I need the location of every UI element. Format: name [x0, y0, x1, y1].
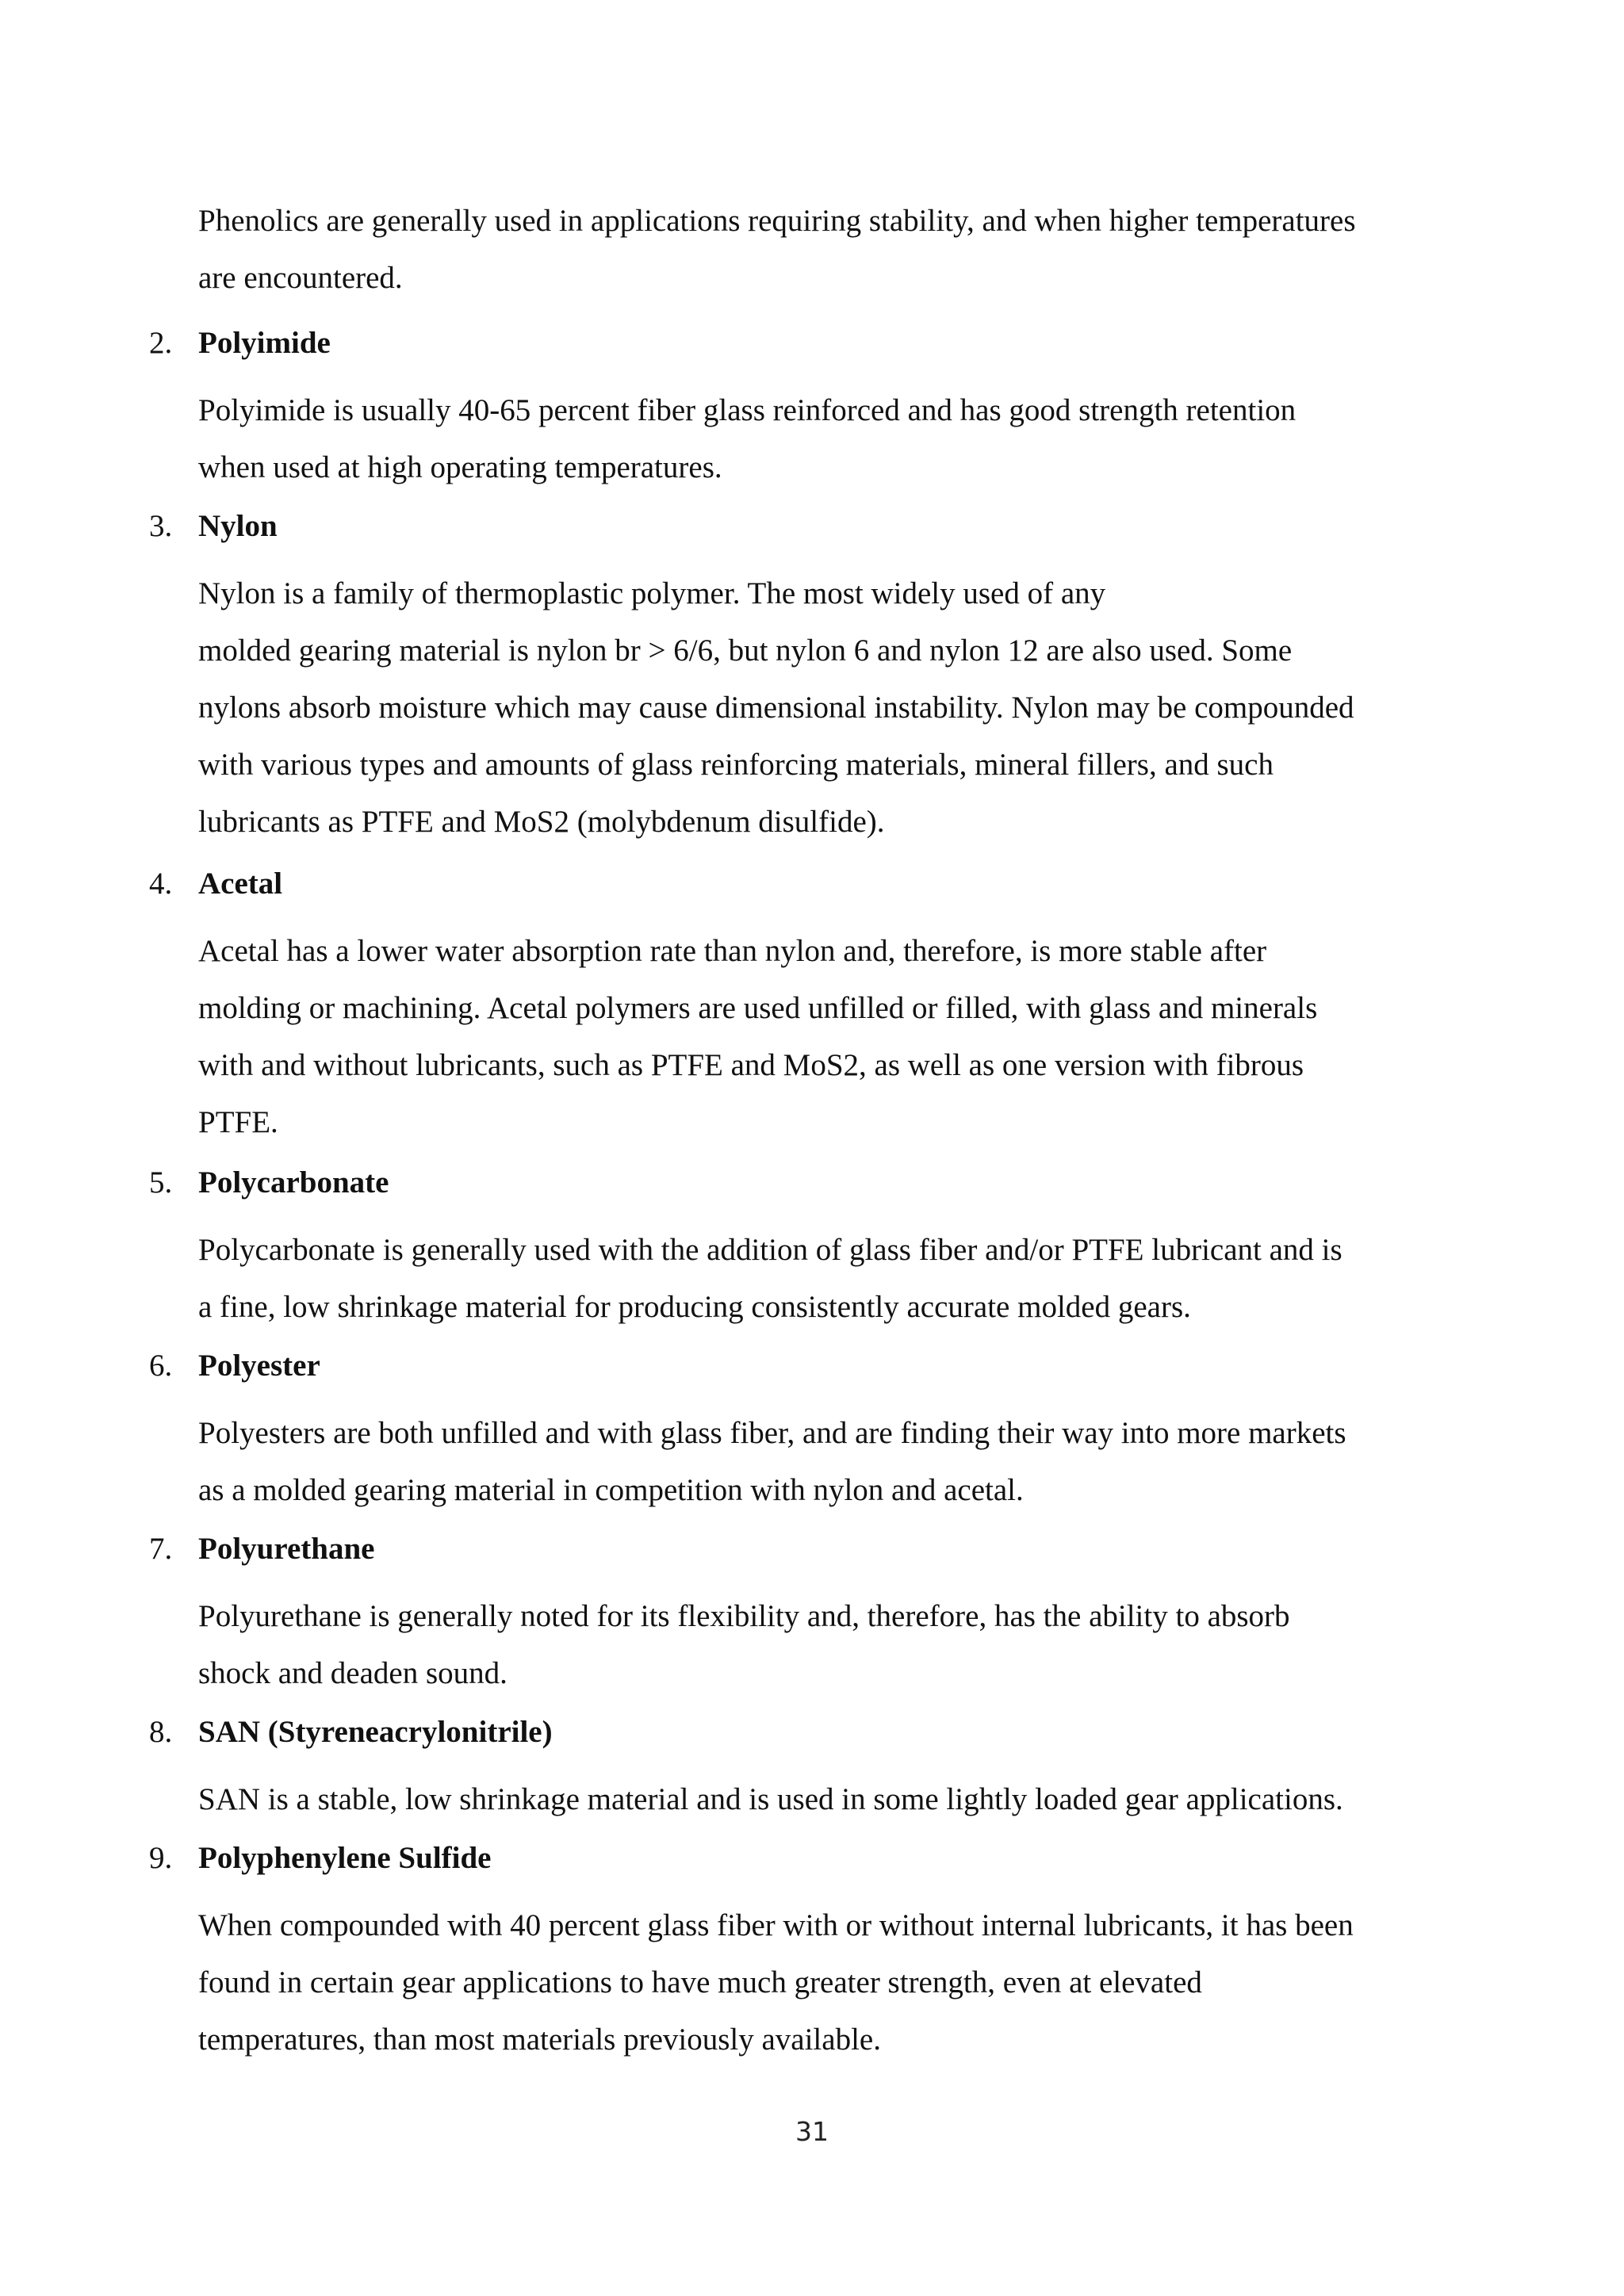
- intro-paragraph: [198, 193, 1443, 307]
- item-heading: [149, 324, 1450, 362]
- item-title: Polyimide: [198, 326, 331, 360]
- item-heading: [149, 865, 1450, 903]
- paragraph-line: molded gearing material is nylon br > 6/6, but nylon 6 and nylon 12 are also used. Some: [198, 633, 1293, 668]
- item-number: 6.: [149, 1349, 173, 1383]
- list-item-nylon: [149, 507, 1450, 851]
- item-paragraph: [198, 382, 1450, 496]
- paragraph-line: Polyesters are both unfilled and with glass fiber, and are finding their way into more markets: [198, 1416, 1346, 1450]
- item-title: Polyester: [198, 1349, 320, 1383]
- item-paragraph: [198, 1897, 1450, 2068]
- paragraph-line: Acetal has a lower water absorption rate than nylon and, therefore, is more stable after: [198, 934, 1267, 968]
- paragraph-line: nylons absorb moisture which may cause dimensional instability. Nylon may be compounded: [198, 691, 1354, 725]
- item-paragraph: [198, 1588, 1450, 1702]
- item-heading: [149, 1839, 1450, 1877]
- item-title: Nylon: [198, 509, 278, 543]
- item-paragraph: [198, 1222, 1450, 1336]
- list-item-polyphenylene-sulfide: [149, 1839, 1450, 2068]
- item-title: Acetal: [198, 867, 283, 901]
- item-number: 5.: [149, 1165, 173, 1200]
- paragraph-line: a fine, low shrinkage material for producing consistently accurate molded gears.: [198, 1290, 1191, 1324]
- item-number: 8.: [149, 1715, 173, 1749]
- item-title: Polyphenylene Sulfide: [198, 1841, 492, 1875]
- item-number: 3.: [149, 509, 173, 543]
- list-item-san: [149, 1713, 1450, 1828]
- paragraph-line: lubricants as PTFE and MoS2 (molybdenum disulfide).: [198, 805, 885, 839]
- paragraph-line: Nylon is a family of thermoplastic polymer. The most widely used of any: [198, 576, 1106, 610]
- paragraph-line: molding or machining. Acetal polymers are used unfilled or filled, with glass and minerals: [198, 991, 1318, 1025]
- paragraph-line: Polyimide is usually 40-65 percent fiber glass reinforced and has good strength retention: [198, 393, 1297, 427]
- intro-line: Phenolics are generally used in applications requiring stability, and when higher temperatures: [198, 204, 1356, 238]
- paragraph-line: temperatures, than most materials previously available.: [198, 2022, 881, 2057]
- item-title: SAN (Styreneacrylonitrile): [198, 1715, 553, 1749]
- item-number: 4.: [149, 867, 173, 901]
- paragraph-line: shock and deaden sound.: [198, 1656, 508, 1690]
- list-item-polyimide: [149, 324, 1450, 496]
- intro-line: are encountered.: [198, 261, 403, 295]
- list-item-polycarbonate: [149, 1164, 1450, 1336]
- item-number: 2.: [149, 326, 173, 360]
- paragraph-line: SAN is a stable, low shrinkage material and is used in some lightly loaded gear applications.: [198, 1782, 1343, 1816]
- list-item-polyester: [149, 1347, 1450, 1519]
- paragraph-line: with various types and amounts of glass reinforcing materials, mineral fillers, and such: [198, 748, 1274, 782]
- item-title: Polycarbonate: [198, 1165, 389, 1200]
- list-item-acetal: [149, 865, 1450, 1151]
- page-number: 31: [795, 2116, 829, 2147]
- paragraph-line: when used at high operating temperatures.: [198, 450, 722, 484]
- item-heading: [149, 1347, 1450, 1385]
- item-paragraph: [198, 1405, 1450, 1519]
- item-heading: [149, 1164, 1450, 1202]
- item-paragraph: [198, 923, 1450, 1151]
- item-heading: [149, 1713, 1450, 1751]
- item-paragraph: [198, 1771, 1450, 1828]
- item-number: 9.: [149, 1841, 173, 1875]
- paragraph-line: PTFE.: [198, 1105, 278, 1139]
- item-number: 7.: [149, 1532, 173, 1566]
- paragraph-line: When compounded with 40 percent glass fiber with or without internal lubricants, it has been: [198, 1908, 1354, 1942]
- item-paragraph: [198, 565, 1450, 851]
- list-item-polyurethane: [149, 1530, 1450, 1702]
- paragraph-line: Polycarbonate is generally used with the addition of glass fiber and/or PTFE lubricant and is: [198, 1233, 1342, 1267]
- paragraph-line: as a molded gearing material in competition with nylon and acetal.: [198, 1473, 1024, 1507]
- item-title: Polyurethane: [198, 1532, 375, 1566]
- item-heading: [149, 1530, 1450, 1568]
- item-heading: [149, 507, 1450, 545]
- paragraph-line: Polyurethane is generally noted for its flexibility and, therefore, has the ability to absorb: [198, 1599, 1290, 1633]
- paragraph-line: found in certain gear applications to have much greater strength, even at elevated: [198, 1965, 1202, 1999]
- paragraph-line: with and without lubricants, such as PTFE and MoS2, as well as one version with fibrous: [198, 1048, 1304, 1082]
